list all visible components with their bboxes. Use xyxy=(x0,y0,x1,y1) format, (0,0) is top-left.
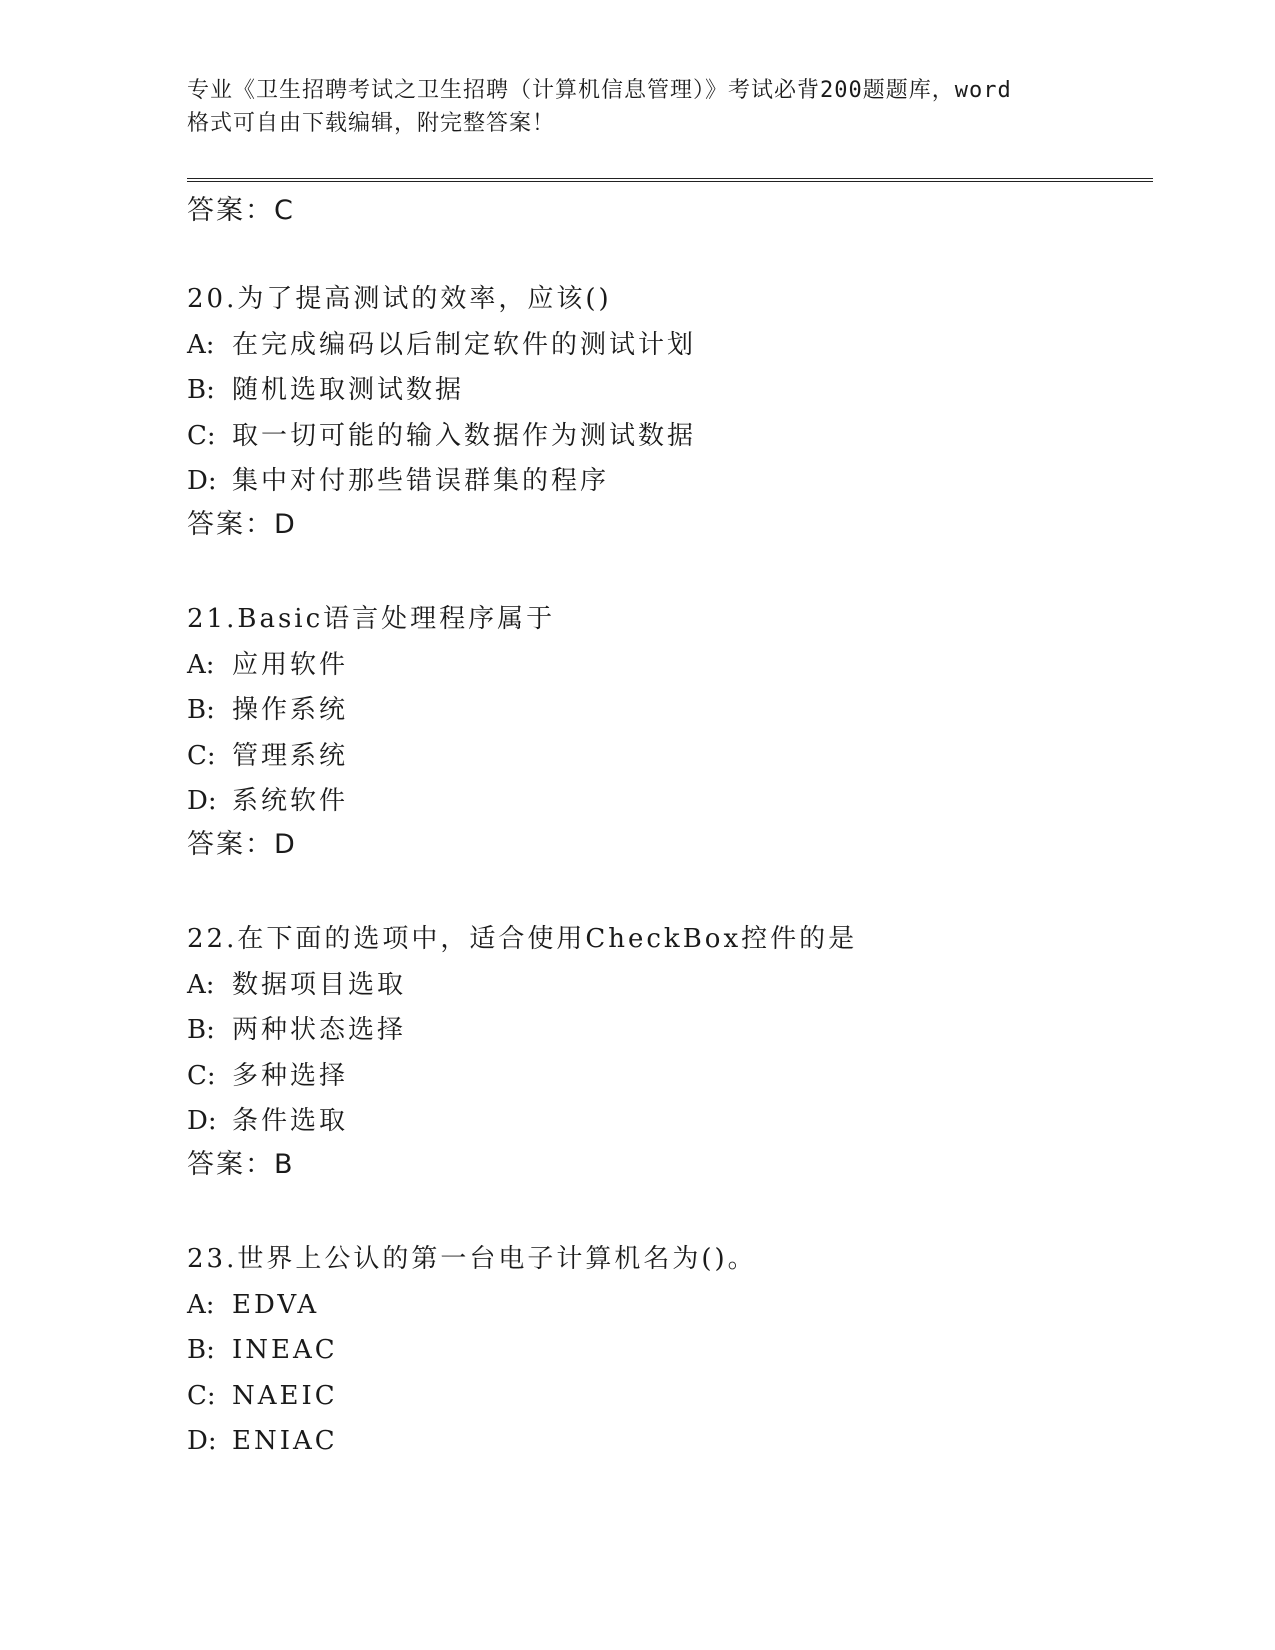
option-text: ENIAC xyxy=(232,1426,338,1456)
option-key: A: xyxy=(187,329,215,360)
option-key: C: xyxy=(187,740,216,771)
option-text: 在完成编码以后制定软件的测试计划 xyxy=(232,329,697,360)
option-key: B: xyxy=(187,1015,215,1045)
answer-text: 答案：B xyxy=(187,1149,295,1180)
option-key: A: xyxy=(187,969,215,1000)
question-title: 21.Basic语言处理程序属于 xyxy=(187,604,556,634)
option-b xyxy=(187,1008,857,1054)
question-block xyxy=(187,277,696,505)
header-line-2: 格式可自由下载编辑，附完整答案！ xyxy=(187,111,556,136)
option-b xyxy=(187,688,555,734)
option-a xyxy=(187,963,857,1009)
header-divider xyxy=(187,178,1153,182)
option-text: 集中对付那些错误群集的程序 xyxy=(232,466,610,496)
option-text: 取一切可能的输入数据作为测试数据 xyxy=(232,420,697,451)
option-text: 应用软件 xyxy=(232,649,349,680)
document-header xyxy=(187,74,1077,140)
option-key: C: xyxy=(187,1380,216,1411)
question-title: 20.为了提高测试的效率，应该() xyxy=(187,284,612,314)
header-line-1: 专业《卫生招聘考试之卫生招聘（计算机信息管理）》考试必背200题题库，word xyxy=(187,78,1012,103)
option-key: C: xyxy=(187,420,216,451)
option-text: 多种选择 xyxy=(232,1060,349,1091)
option-c xyxy=(187,734,555,780)
option-text: 数据项目选取 xyxy=(232,969,407,1000)
option-key: D: xyxy=(187,1426,217,1456)
question-title: 23.世界上公认的第一台电子计算机名为()。 xyxy=(187,1244,757,1274)
option-b xyxy=(187,1328,757,1374)
option-d xyxy=(187,779,555,825)
option-text: 两种状态选择 xyxy=(232,1015,407,1045)
option-b xyxy=(187,368,696,414)
option-key: D: xyxy=(187,1106,217,1136)
question-block xyxy=(187,917,857,1145)
question-block xyxy=(187,1237,757,1465)
question-block xyxy=(187,597,555,825)
option-c xyxy=(187,1054,857,1100)
option-text: 条件选取 xyxy=(232,1106,349,1136)
option-a xyxy=(187,1283,757,1329)
option-text: INEAC xyxy=(232,1335,338,1365)
answer-text: 答案：D xyxy=(187,509,297,540)
option-d xyxy=(187,459,696,505)
option-a xyxy=(187,323,696,369)
option-text: 随机选取测试数据 xyxy=(232,375,465,405)
option-key: D: xyxy=(187,786,217,816)
option-key: C: xyxy=(187,1060,216,1091)
option-key: D: xyxy=(187,466,217,496)
option-key: A: xyxy=(187,1289,215,1320)
option-key: B: xyxy=(187,695,215,725)
option-text: 操作系统 xyxy=(232,695,349,725)
option-c xyxy=(187,414,696,460)
option-text: 管理系统 xyxy=(232,740,349,771)
option-d xyxy=(187,1099,857,1145)
option-d xyxy=(187,1419,757,1465)
option-a xyxy=(187,643,555,689)
answer-text: 答案：C xyxy=(187,195,295,226)
question-title: 22.在下面的选项中，适合使用CheckBox控件的是 xyxy=(187,924,858,954)
option-text: 系统软件 xyxy=(232,786,349,816)
option-key: B: xyxy=(187,375,215,405)
answer-text: 答案：D xyxy=(187,829,297,860)
option-text: NAEIC xyxy=(232,1380,338,1411)
option-key: B: xyxy=(187,1335,215,1365)
option-key: A: xyxy=(187,649,215,680)
option-text: EDVA xyxy=(232,1289,320,1320)
option-c xyxy=(187,1374,757,1420)
